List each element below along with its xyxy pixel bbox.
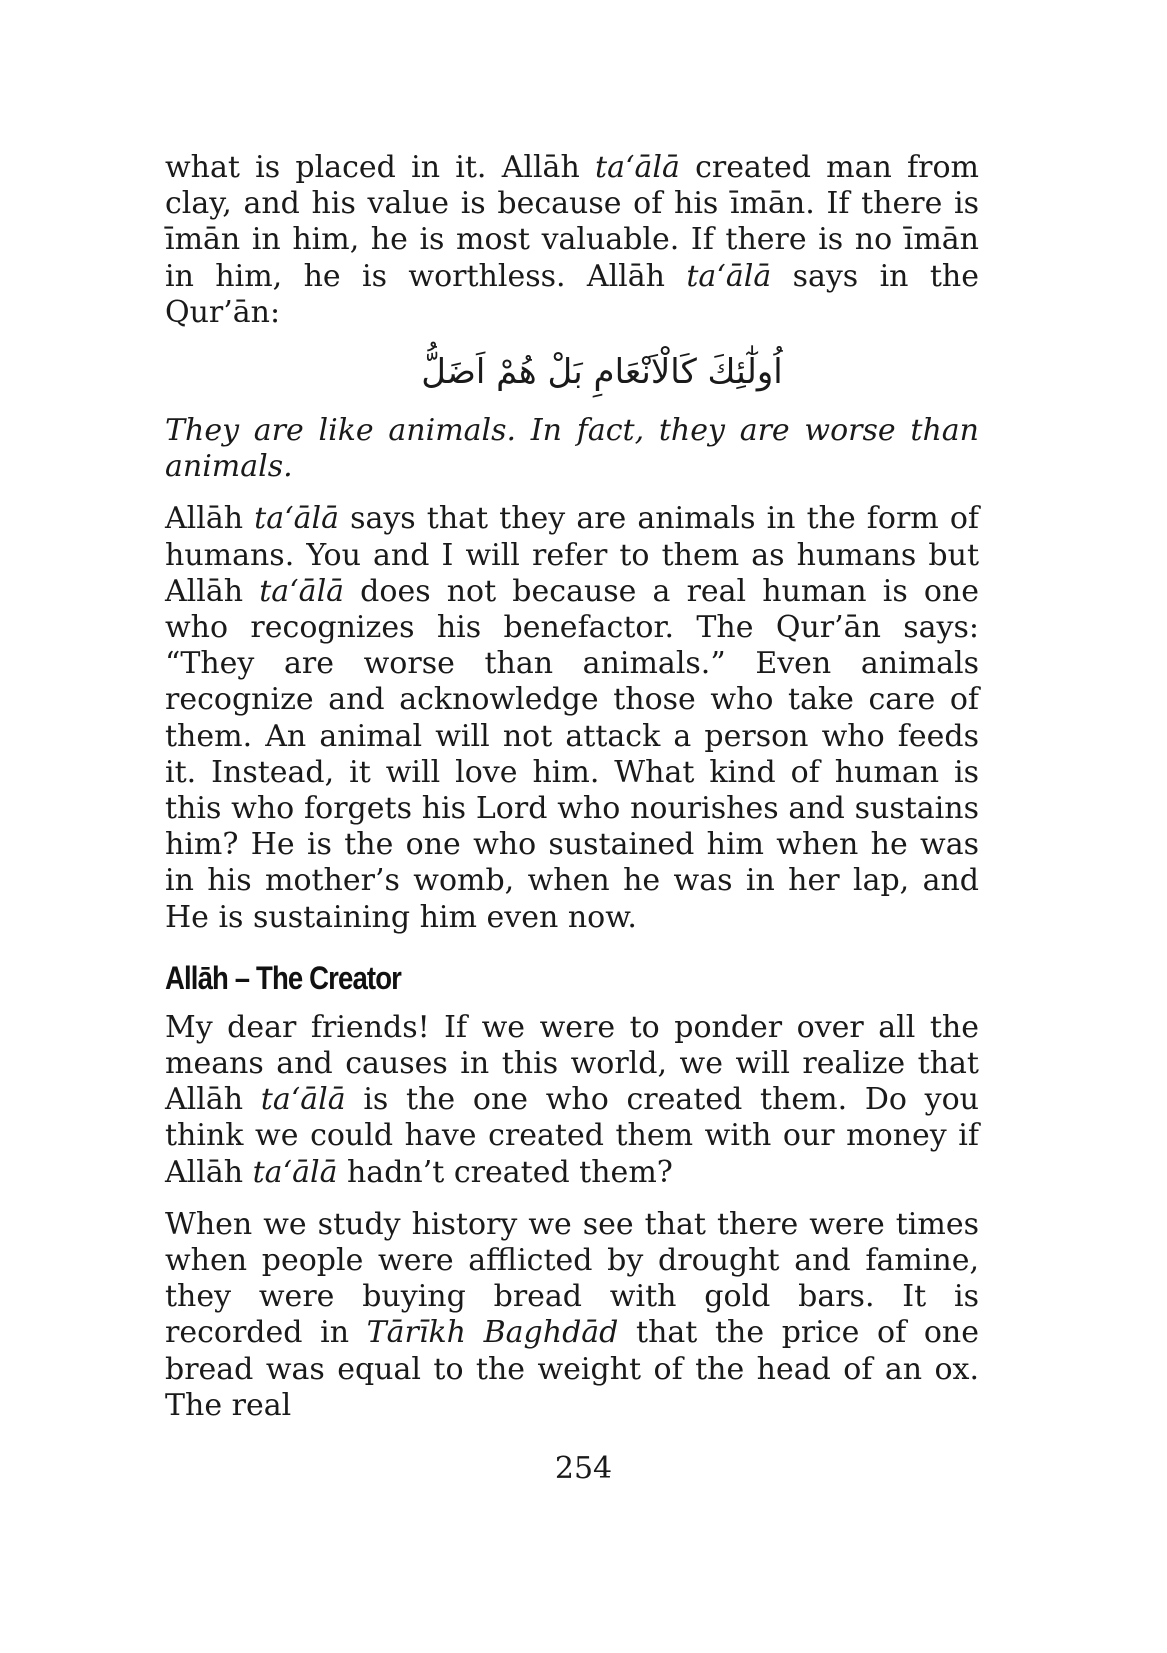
italic-term: ta‘ālā [259, 573, 345, 609]
page-body [165, 150, 979, 1424]
text-run: is the one who created them. Do you think we could have created them with our money if Allāh [165, 1082, 979, 1190]
text-run: says in the Qur’ān: [165, 258, 980, 330]
section-heading: Allāh – The Creator [165, 959, 401, 996]
text-run: hadn’t created them? [337, 1154, 673, 1190]
text-run: that the price of one bread was equal to the weight of the head of an ox. The real [165, 1315, 979, 1423]
text-run: When we study history we see that there were times when people were afflicted by drought and famine, they were buying bread with gold bars. It is recorded in [165, 1206, 979, 1351]
italic-term: ta‘ālā [254, 501, 339, 537]
book-title: Tārīkh Baghdād [366, 1315, 619, 1351]
paragraph-2 [165, 501, 979, 935]
verse-translation: They are like animals. In fact, they are worse than animals. [165, 413, 979, 485]
italic-term: ta‘ālā [595, 150, 680, 185]
text-run: created man from clay, and his value is because of his īmān. If there is īmān in him, he is most valuable. If there is no īmān in him, he is worthless. Allāh [165, 150, 979, 294]
page-number: 254 [554, 1451, 613, 1486]
text-run: My dear friends! If we were to ponder over all the means and causes in this world, we will realize that Allāh [165, 1009, 979, 1118]
italic-term: ta‘ālā [252, 1154, 338, 1190]
arabic-verse: اُولٰٓئِكَ كَالْاَنْعَامِ بَلْ هُمْ اَضَلُّ [421, 352, 783, 393]
text-run: does not because a real human is one who recognizes his benefactor. The Qur’ān says: “They are worse than animals.” Even animals recognize and acknowledge those who take care of them. An animal will not attack a person who feeds it. Instead, it will love him. What kind of human is this who forgets his Lord who nourishes and sustains him? He is the one who sustained him when he was in his mother’s womb, when he was in her lap, and He is sustaining him even now. [165, 573, 979, 935]
paragraph-1 [165, 150, 979, 331]
italic-term: ta‘ālā [686, 258, 772, 294]
text-run: what is placed in it. Allāh [165, 150, 596, 185]
italic-term: ta‘ālā [260, 1082, 346, 1118]
text-run: says that they are animals in the form of humans. You and I will refer to them as humans but Allāh [165, 501, 979, 609]
paragraph-4 [165, 1207, 979, 1424]
text-run: Allāh [165, 501, 255, 537]
paragraph-3 [165, 1010, 979, 1191]
